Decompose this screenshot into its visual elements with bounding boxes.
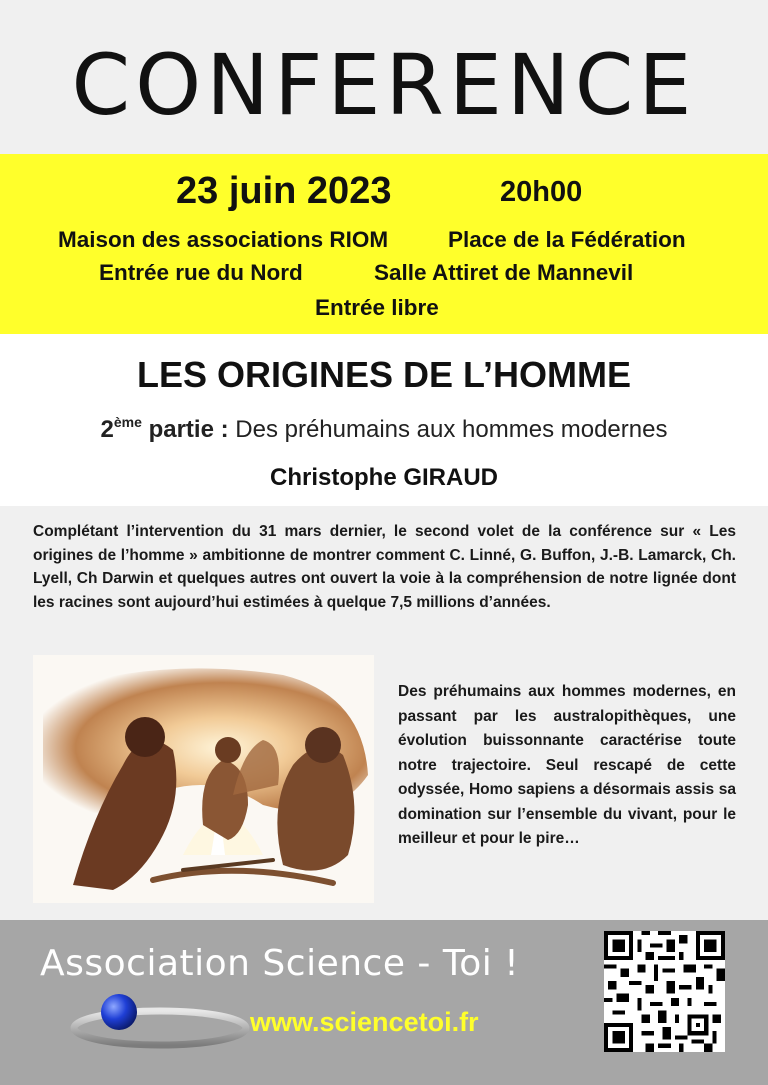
part-title: Des préhumains aux hommes modernes	[228, 416, 668, 443]
part-label: partie :	[141, 416, 229, 443]
blue-sphere-ring-logo-icon	[68, 990, 258, 1050]
intro-paragraph: Complétant l’intervention du 31 mars dernier, le second volet de la conférence sur « Les origines de l’homme » ambitionne de montrer comment C. Linné, G. Buffon, J.-B. Lamarck, Ch. Lyell, Ch Darwin et quelques autres ont ouvert la voie à la compréhension de notre lignée dont les racines sont aujourd’hui estimées à quelque 7,5 millions d’années.	[33, 523, 736, 611]
part-number: 2	[100, 416, 114, 443]
event-place: Place de la Fédération	[448, 227, 686, 252]
prehistoric-fire-illustration	[33, 655, 374, 903]
event-entrance: Entrée rue du Nord	[99, 260, 303, 285]
prehistoric-fire-scene-icon	[33, 655, 374, 903]
qr-code-icon	[604, 931, 725, 1052]
talk-title: LES ORIGINES DE L’HOMME	[136, 354, 632, 395]
page-title: CONFERENCE	[71, 36, 697, 134]
event-time: 20h00	[500, 176, 583, 208]
speaker-name: Christophe GIRAUD	[270, 464, 498, 491]
event-room: Salle Attiret de Mannevil	[374, 260, 634, 285]
side-paragraph: Des préhumains aux hommes modernes, en passant par les australopithèques, une évolution buissonnante caractérise toute notre trajectoire. Seul rescapé de cette odyssée, Homo sapiens a désormais assis sa domination sur l’ensemble du vivant, pour le meilleur et pour le pire…	[398, 683, 736, 847]
website-link[interactable]: www.sciencetoi.fr	[250, 1007, 479, 1037]
qr-code[interactable]	[604, 931, 725, 1052]
part-suffix: ème	[113, 414, 142, 430]
event-date: 23 juin 2023	[176, 170, 392, 212]
header-band	[0, 0, 768, 154]
event-venue: Maison des associations RIOM	[58, 227, 389, 252]
association-logo	[68, 990, 258, 1050]
event-admission: Entrée libre	[315, 295, 439, 320]
association-name: Association Science - Toi !	[40, 943, 520, 984]
talk-subtitle	[0, 405, 768, 447]
